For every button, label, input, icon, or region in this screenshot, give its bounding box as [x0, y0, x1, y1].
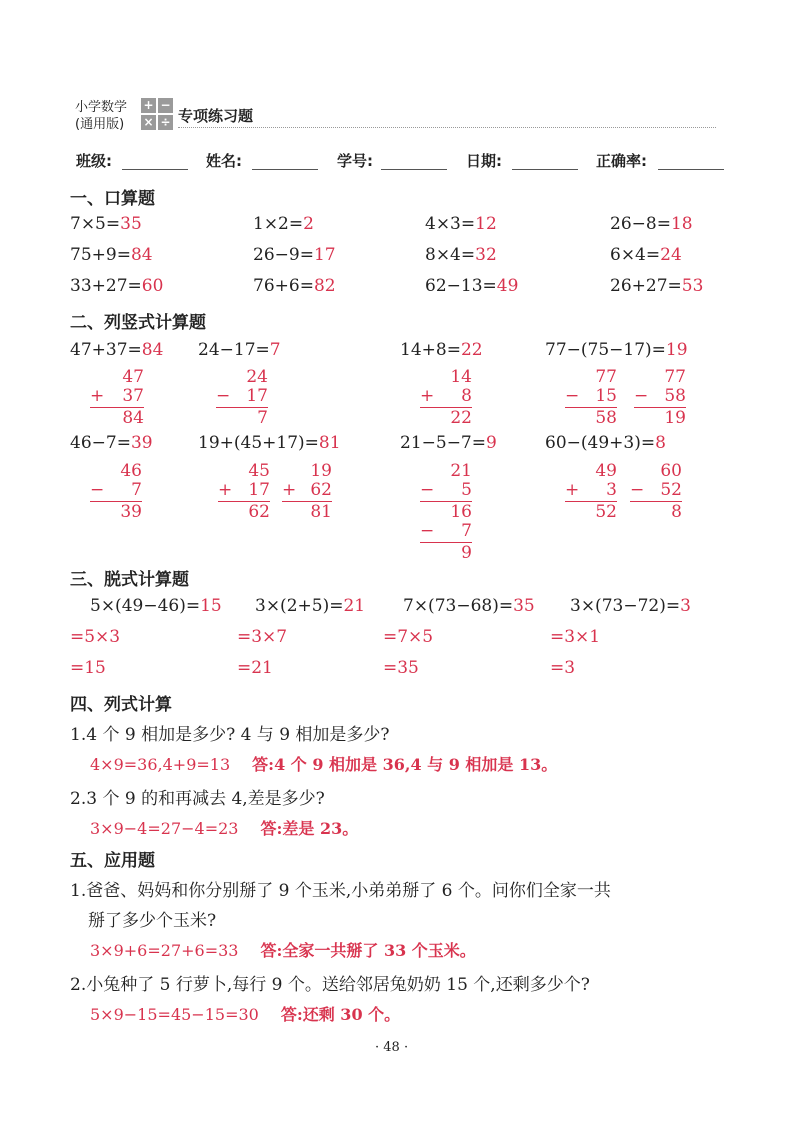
accuracy-label: 正确率:	[596, 152, 647, 170]
vertical-problem: 24−17=7	[198, 340, 281, 360]
vertical-problem: 46−7=39	[70, 433, 153, 453]
divide-icon: ÷	[158, 115, 173, 130]
oral-item: 1×2=2	[253, 214, 314, 234]
operator-icons	[141, 98, 173, 132]
section-4-title: 四、列式计算	[70, 695, 172, 715]
step-line: =5×3	[70, 627, 121, 647]
step-line: =3×7	[237, 627, 288, 647]
vertical-calc: 24 − 17 7	[216, 367, 268, 428]
step-problem: 3×(2+5)=21	[255, 596, 366, 616]
vertical-calc: 14 + 8 22	[420, 367, 472, 428]
section-3-title: 三、脱式计算题	[70, 570, 189, 590]
vertical-problem: 21−5−7=9	[400, 433, 497, 453]
question-text: 1.爸爸、妈妈和你分别掰了 9 个玉米,小弟弟掰了 6 个。问你们全家一共	[70, 881, 611, 901]
step-line: =3×1	[550, 627, 601, 647]
vertical-problem: 19+(45+17)=81	[198, 433, 341, 453]
series-edition: (通用版)	[75, 117, 125, 132]
vertical-calc: 45 + 17 62	[218, 461, 270, 522]
vertical-calc: 49 + 3 52	[565, 461, 617, 522]
oral-item: 8×4=32	[425, 245, 497, 265]
student-id-blank	[381, 169, 447, 170]
oral-item: 26−8=18	[610, 214, 693, 234]
section-2-title: 二、列竖式计算题	[70, 313, 206, 333]
section-1-title: 一、口算题	[70, 189, 155, 209]
vertical-calc: 77 − 15 58	[565, 367, 617, 428]
oral-item: 26+27=53	[610, 276, 704, 296]
question-text: 掰了多少个玉米?	[88, 911, 217, 931]
vertical-problem: 77−(75−17)=19	[545, 340, 688, 360]
class-label: 班级:	[76, 152, 112, 170]
vertical-calc: 19 + 62 81	[282, 461, 332, 522]
vertical-problem: 60−(49+3)=8	[545, 433, 666, 453]
oral-item: 7×5=35	[70, 214, 142, 234]
series-name: 小学数学	[75, 100, 128, 115]
section-5-title: 五、应用题	[70, 851, 155, 871]
oral-item: 75+9=84	[70, 245, 153, 265]
vertical-calc: 46 − 7 39	[90, 461, 142, 522]
step-line: =3	[550, 658, 576, 678]
step-problem: 7×(73−68)=35	[403, 596, 535, 616]
oral-item: 33+27=60	[70, 276, 164, 296]
header-divider	[178, 127, 716, 128]
class-blank	[122, 169, 188, 170]
step-line: =7×5	[383, 627, 434, 647]
name-blank	[252, 169, 318, 170]
page-title: 专项练习题	[178, 107, 254, 125]
answer-line: 5×9−15=45−15=30 答:还剩 30 个。	[90, 1005, 401, 1024]
step-problem: 5×(49−46)=15	[90, 596, 222, 616]
answer-line: 3×9+6=27+6=33 答:全家一共掰了 33 个玉米。	[90, 941, 476, 960]
step-problem: 3×(73−72)=3	[570, 596, 691, 616]
minus-icon: −	[158, 98, 173, 113]
vertical-calc: 21 − 5 16 − 7 9	[420, 461, 472, 563]
oral-item: 76+6=82	[253, 276, 336, 296]
date-label: 日期:	[466, 152, 502, 170]
step-line: =21	[237, 658, 273, 678]
answer-line: 3×9−4=27−4=23 答:差是 23。	[90, 819, 359, 838]
oral-item: 62−13=49	[425, 276, 519, 296]
answer-line: 4×9=36,4+9=13 答:4 个 9 相加是 36,4 与 9 相加是 13。	[90, 755, 558, 774]
vertical-calc: 60 − 52 8	[630, 461, 682, 522]
accuracy-blank	[658, 169, 724, 170]
vertical-calc: 77 − 58 19	[634, 367, 686, 428]
question-text: 2.3 个 9 的和再减去 4,差是多少?	[70, 789, 325, 809]
student-id-label: 学号:	[337, 152, 373, 170]
step-line: =15	[70, 658, 106, 678]
vertical-problem: 14+8=22	[400, 340, 483, 360]
question-text: 1.4 个 9 相加是多少? 4 与 9 相加是多少?	[70, 725, 390, 745]
step-line: =35	[383, 658, 419, 678]
times-icon: ×	[141, 115, 156, 130]
name-label: 姓名:	[206, 152, 242, 170]
plus-icon: +	[141, 98, 156, 113]
question-text: 2.小兔种了 5 行萝卜,每行 9 个。送给邻居兔奶奶 15 个,还剩多少个?	[70, 975, 590, 995]
oral-item: 6×4=24	[610, 245, 682, 265]
oral-item: 4×3=12	[425, 214, 497, 234]
vertical-problem: 47+37=84	[70, 340, 164, 360]
date-blank	[512, 169, 578, 170]
oral-item: 26−9=17	[253, 245, 336, 265]
page-number: · 48 ·	[375, 1040, 409, 1055]
vertical-calc: 47 + 37 84	[90, 367, 144, 428]
